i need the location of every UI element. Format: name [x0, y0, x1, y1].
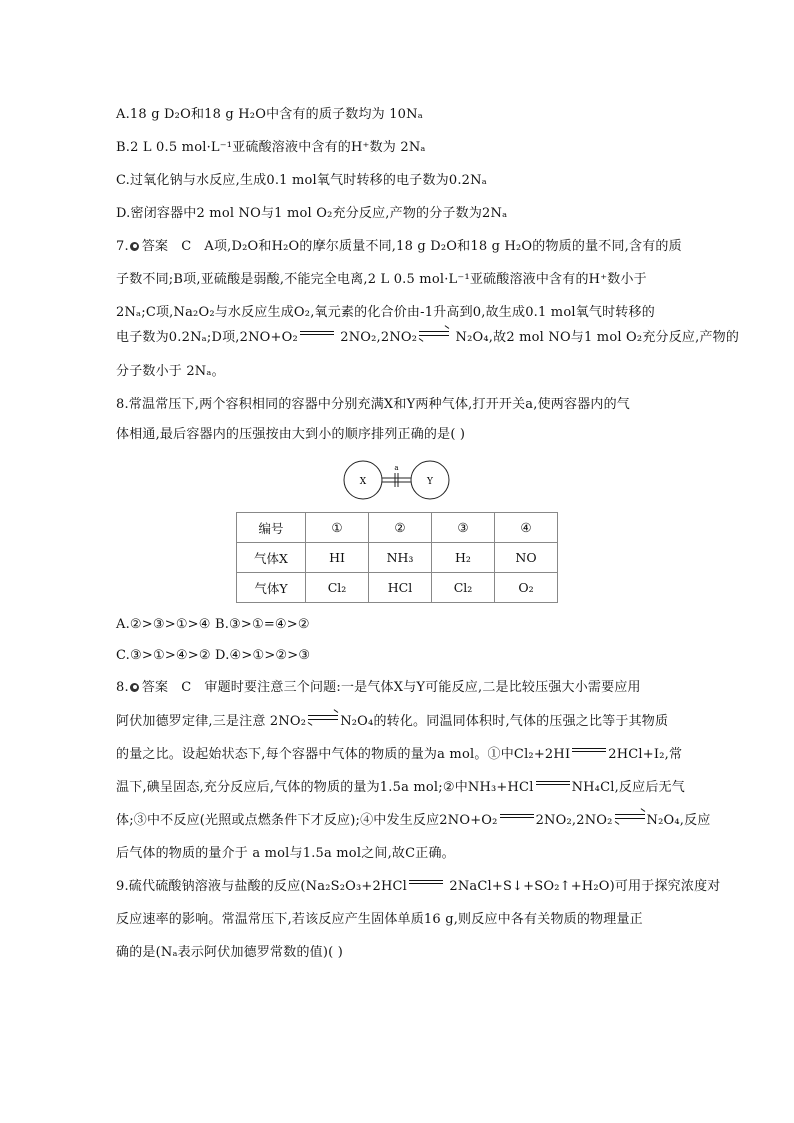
answer-7-text-4b: 2NO₂,2NO₂: [340, 330, 418, 345]
answer-8-line-5: [116, 812, 711, 830]
table-cell: HCl: [369, 573, 432, 603]
answer-8-text-3: 的量之比。设起始状态下,每个容器中气体的物质的量为a mol。①中Cl₂+2HI: [116, 747, 571, 762]
gas-container-diagram: [343, 460, 451, 500]
answer-8-line-4: [116, 779, 685, 797]
answer-marker-icon: [130, 242, 139, 251]
table-cell: ②: [369, 513, 432, 543]
table-cell: Cl₂: [432, 573, 495, 603]
q9-text-1b: 2NaCl+S↓+SO₂↑+H₂O)可用于探究浓度对: [449, 879, 721, 894]
table-cell: ①: [306, 513, 369, 543]
table-cell: 编号: [237, 513, 306, 543]
table-cell: 气体Y: [237, 573, 306, 603]
answer-7-text-1: A项,D₂O和H₂O的摩尔质量不同,18 g D₂O和18 g H₂O的物质的量不同,含有的质: [204, 239, 682, 254]
answer-8-text-4b: NH₄Cl,反应后无气: [571, 780, 685, 795]
reversible-arrow-icon: [308, 713, 338, 723]
q9-stem-line-1: [116, 878, 720, 896]
answer-7-line-3: 2Nₐ;C项,Na₂O₂与水反应生成O₂,氧元素的化合价由-1升高到0,故生成0.1 mol氧气时转移的: [116, 305, 655, 320]
answer-8-text-2a: 阿伏加德罗定律,三是注意 2NO₂: [116, 714, 307, 729]
equals-sign-icon: [409, 878, 443, 888]
q6-option-b: B.2 L 0.5 mol·L⁻¹亚硫酸溶液中含有的H⁺数为 2Nₐ: [116, 140, 426, 155]
q8-stem-line-2: 体相通,最后容器内的压强按由大到小的顺序排列正确的是( ): [116, 427, 466, 442]
reversible-arrow-icon: [615, 812, 645, 822]
q8-stem-line-1: 8.常温常压下,两个容积相同的容器中分别充满X和Y两种气体,打开开关a,使两容器内的气: [116, 397, 630, 412]
answer-8-text-1: 审题时要注意三个问题:一是气体X与Y可能反应,二是比较压强大小需要应用: [204, 680, 641, 695]
answer-8-line-2: [116, 713, 668, 731]
answer-8-line-1: [116, 679, 641, 697]
answer-7-tag: 答案: [141, 239, 169, 254]
table-cell: 气体X: [237, 543, 306, 573]
table-cell: H₂: [432, 543, 495, 573]
table-cell: HI: [306, 543, 369, 573]
answer-8-text-5c: N₂O₄,反应: [646, 813, 711, 828]
container-x-label: X: [359, 477, 367, 487]
answer-7-line-1: [116, 238, 682, 256]
equals-sign-icon: [572, 746, 606, 756]
answer-8-text-5: 体;③中不反应(光照或点燃条件下才反应);④中发生反应2NO+O₂: [116, 813, 498, 828]
table-cell: Cl₂: [306, 573, 369, 603]
q8-options-cd: C.③>①>④>② D.④>①>②>③: [116, 648, 311, 663]
answer-7-text-4c: N₂O₄,故2 mol NO与1 mol O₂充分反应,产物的: [455, 330, 740, 345]
table-cell: ④: [495, 513, 558, 543]
q9-text-1a: 9.硫代硫酸钠溶液与盐酸的反应(Na₂S₂O₃+2HCl: [116, 879, 408, 894]
answer-8-text-4: 温下,碘呈固态,充分反应后,气体的物质的量为1.5a mol;②中NH₃+HCl: [116, 780, 534, 795]
table-cell: NH₃: [369, 543, 432, 573]
answer-7-text-4a: 电子数为0.2Nₐ;D项,2NO+O₂: [116, 330, 298, 345]
answer-7-line-4: [116, 329, 739, 347]
answer-8-line-6: 后气体的物质的量介于 a mol与1.5a mol之间,故C正确。: [116, 846, 455, 861]
answer-8-number: 8.: [116, 680, 129, 695]
answer-8-text-5b: 2NO₂,2NO₂: [535, 813, 613, 828]
equals-sign-icon: [536, 779, 570, 789]
answer-8-tag: 答案: [141, 680, 169, 695]
table-cell: NO: [495, 543, 558, 573]
table-row: [237, 513, 558, 543]
answer-7-line-5: 分子数小于 2Nₐ。: [116, 364, 225, 379]
reversible-arrow-icon: [419, 329, 449, 339]
q6-option-a: A.18 g D₂O和18 g H₂O中含有的质子数均为 10Nₐ: [116, 107, 423, 122]
answer-marker-icon: [130, 683, 139, 692]
equals-sign-icon: [500, 812, 534, 822]
table-cell: O₂: [495, 573, 558, 603]
answer-7-line-2: 子数不同;B项,亚硫酸是弱酸,不能完全电离,2 L 0.5 mol·L⁻¹亚硫酸溶液中含有的H⁺数小于: [116, 272, 647, 287]
table-row: [237, 543, 558, 573]
q8-options-ab: A.②>③>①>④ B.③>①=④>②: [116, 617, 310, 632]
answer-8-text-2b: N₂O₄的转化。同温同体积时,气体的压强之比等于其物质: [340, 714, 669, 729]
answer-8-line-3: [116, 746, 682, 764]
table-cell: ③: [432, 513, 495, 543]
container-y-label: Y: [427, 477, 433, 487]
answer-8-text-3b: 2HCl+I₂,常: [608, 747, 683, 762]
q6-option-d: D.密闭容器中2 mol NO与1 mol O₂充分反应,产物的分子数为2Nₐ: [116, 206, 508, 221]
q9-stem-line-2: 反应速率的影响。常温常压下,若该反应产生固体单质16 g,则反应中各有关物质的物理量正: [116, 912, 643, 927]
answer-7-choice: C: [181, 239, 192, 254]
valve-label: a: [394, 464, 399, 472]
q6-option-c: C.过氧化钠与水反应,生成0.1 mol氧气时转移的电子数为0.2Nₐ: [116, 173, 487, 188]
answer-7-number: 7.: [116, 239, 129, 254]
gas-table: [236, 512, 558, 603]
answer-8-choice: C: [181, 680, 192, 695]
equals-sign-icon: [300, 329, 334, 339]
table-row: [237, 573, 558, 603]
q9-stem-line-3: 确的是(Nₐ表示阿伏加德罗常数的值)( ): [116, 945, 344, 960]
